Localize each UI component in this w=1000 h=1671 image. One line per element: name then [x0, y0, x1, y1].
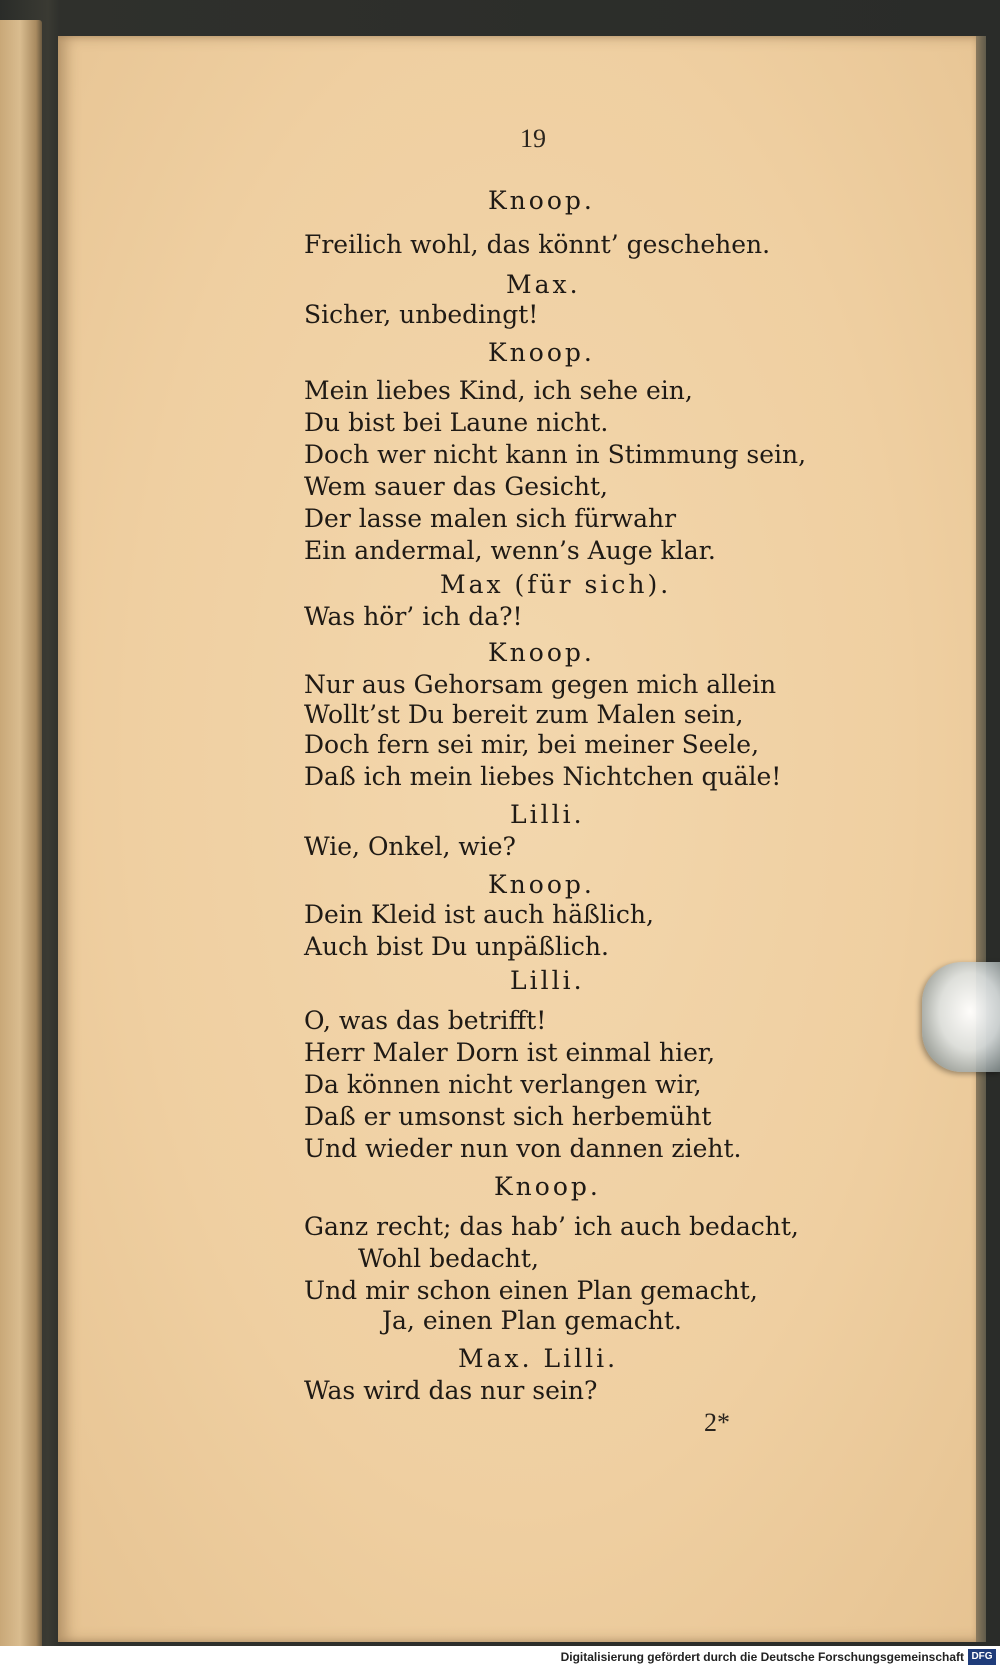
- verse-line: Und mir schon einen Plan gemacht,: [304, 1276, 758, 1305]
- verse-line: Da können nicht verlangen wir,: [304, 1070, 702, 1099]
- footer-credit: Digitalisierung gefördert durch die Deutsche Forschungsgemeinschaft: [560, 1650, 964, 1664]
- verse-line: Ja, einen Plan gemacht.: [382, 1306, 682, 1335]
- speaker-label: Knoop.: [488, 638, 595, 667]
- verse-line: Ganz recht; das hab’ ich auch bedacht,: [304, 1212, 799, 1241]
- footer-bar: [0, 1646, 1000, 1671]
- verse-line: Wie, Onkel, wie?: [304, 832, 516, 861]
- verse-line: Was wird das nur sein?: [304, 1376, 598, 1405]
- verse-line: Du bist bei Laune nicht.: [304, 408, 609, 437]
- verse-line: Doch wer nicht kann in Stimmung sein,: [304, 440, 807, 469]
- verse-line: Dein Kleid ist auch häßlich,: [304, 900, 654, 929]
- left-page-edge: [0, 20, 42, 1650]
- verse-line: Doch fern sei mir, bei meiner Seele,: [304, 730, 760, 759]
- page-number: 19: [520, 124, 546, 153]
- speaker-label: Max.: [506, 270, 581, 299]
- speaker-label: Max (für sich).: [440, 570, 672, 599]
- verse-line: Daß er umsonst sich herbemüht: [304, 1102, 712, 1131]
- speaker-label: Max. Lilli.: [458, 1344, 619, 1373]
- verse-line: Und wieder nun von dannen zieht.: [304, 1134, 742, 1163]
- verse-line: O, was das betrifft!: [304, 1006, 547, 1035]
- speaker-label: Knoop.: [494, 1172, 601, 1201]
- signature-mark: 2*: [704, 1408, 730, 1437]
- verse-line: Nur aus Gehorsam gegen mich allein: [304, 670, 777, 699]
- speaker-label: Knoop.: [488, 338, 595, 367]
- verse-line: Wollt’st Du bereit zum Malen sein,: [304, 700, 744, 729]
- speaker-label: Lilli.: [510, 966, 585, 995]
- verse-line: Freilich wohl, das könnt’ geschehen.: [304, 230, 771, 259]
- page-clip: [922, 962, 1000, 1072]
- verse-line: Auch bist Du unpäßlich.: [304, 932, 609, 961]
- verse-line: Der lasse malen sich fürwahr: [304, 504, 677, 533]
- page-right-edge: [976, 36, 986, 1642]
- verse-line: Sicher, unbedingt!: [304, 300, 539, 329]
- verse-line: Ein andermal, wenn’s Auge klar.: [304, 536, 716, 565]
- speaker-label: Knoop.: [488, 870, 595, 899]
- verse-line: Wem sauer das Gesicht,: [304, 472, 609, 501]
- verse-line: Was hör’ ich da?!: [304, 602, 523, 631]
- dfg-logo: DFG: [968, 1649, 996, 1665]
- verse-line: Herr Maler Dorn ist einmal hier,: [304, 1038, 716, 1067]
- speaker-label: Knoop.: [488, 186, 595, 215]
- verse-line: Daß ich mein liebes Nichtchen quäle!: [304, 762, 782, 791]
- speaker-label: Lilli.: [510, 800, 585, 829]
- verse-line: Wohl bedacht,: [358, 1244, 539, 1273]
- verse-line: Mein liebes Kind, ich sehe ein,: [304, 376, 693, 405]
